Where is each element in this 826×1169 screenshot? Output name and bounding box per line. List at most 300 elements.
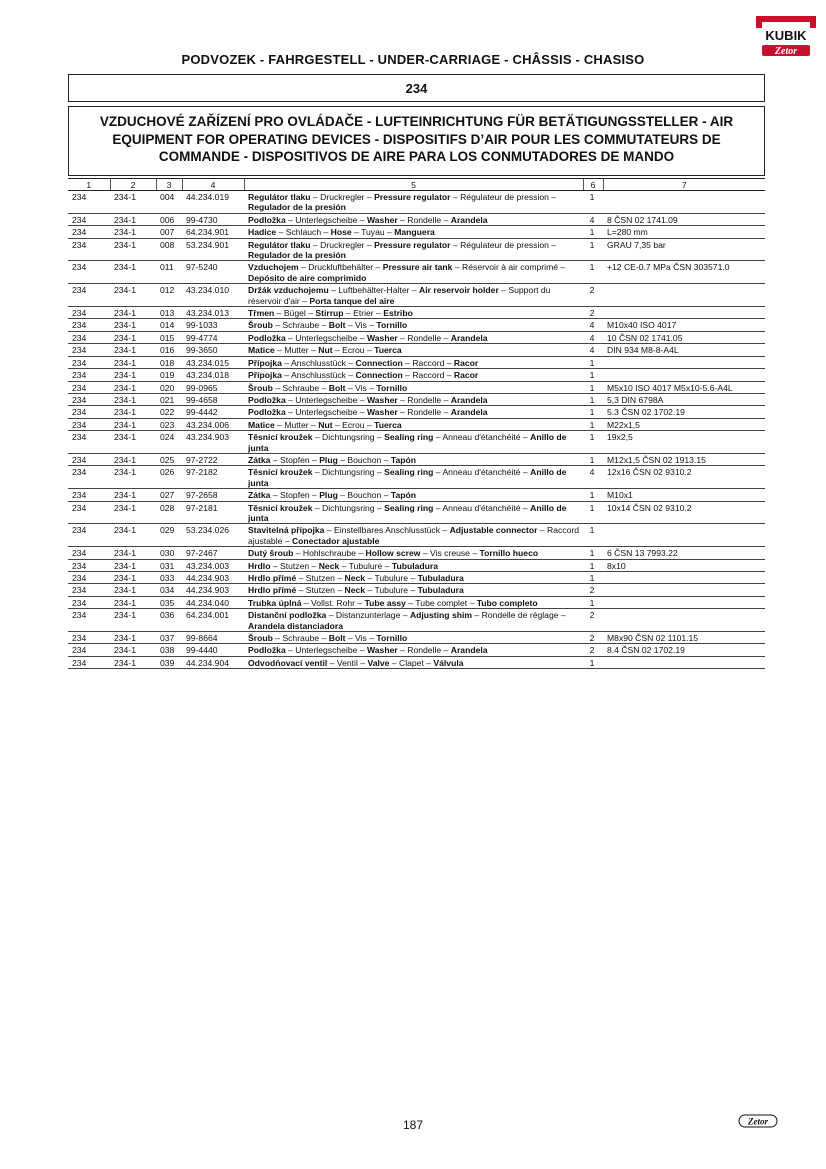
- position-cell: 033: [156, 572, 182, 584]
- quantity-cell: 2: [583, 632, 603, 644]
- description-cell: Distanční podložka – Distanzunterlage – Adjusting shim – Rondelle de réglage – Arandela distanciadora: [244, 609, 583, 632]
- description-en: Washer: [366, 332, 398, 343]
- parts-table-body: [68, 191, 765, 669]
- quantity-cell: 1: [583, 369, 603, 381]
- description-es: Anillo de junta: [248, 502, 567, 523]
- description-cell: Podložka – Unterlegscheibe – Washer – Rondelle – Arandela: [244, 406, 583, 418]
- group-cell: 234: [68, 226, 110, 238]
- description-en: Pressure air tank: [382, 262, 453, 273]
- description-cz: Šroub: [248, 382, 273, 393]
- description-cz: Regulátor tlaku: [248, 192, 311, 202]
- position-cell: 023: [156, 418, 182, 430]
- subgroup-cell: 234-1: [110, 344, 156, 356]
- group-cell: 234: [68, 466, 110, 489]
- position-cell: 018: [156, 356, 182, 368]
- position-cell: 011: [156, 261, 182, 284]
- column-header: 2: [110, 179, 156, 191]
- quantity-cell: 1: [583, 238, 603, 261]
- part-number-cell: 64.234.901: [182, 226, 244, 238]
- description-es: Anillo de junta: [248, 467, 567, 488]
- group-cell: 234: [68, 453, 110, 465]
- description-fr: Vis: [355, 320, 367, 331]
- description-fr: Ecrou: [342, 419, 365, 430]
- subgroup-cell: 234-1: [110, 393, 156, 405]
- quantity-cell: 2: [583, 644, 603, 656]
- note-cell: 5,3 DIN 6798A: [603, 393, 765, 405]
- description-fr: Anneau d'étanchéité: [442, 467, 521, 478]
- description-es: Estribo: [383, 308, 413, 319]
- description-en: Nut: [318, 419, 333, 430]
- description-en: Tube assy: [364, 597, 406, 608]
- subgroup-cell: 234-1: [110, 331, 156, 343]
- part-number-cell: 43.234.006: [182, 418, 244, 430]
- note-cell: [603, 191, 765, 214]
- description-de: Stopfen: [280, 490, 310, 501]
- zetor-footer-logo: [738, 1114, 778, 1128]
- table-row: [68, 319, 765, 331]
- group-cell: 234: [68, 393, 110, 405]
- quantity-cell: 2: [583, 609, 603, 632]
- description-fr: Raccord: [412, 357, 445, 368]
- note-cell: [603, 596, 765, 608]
- position-cell: 014: [156, 319, 182, 331]
- description-de: Einstellbares Anschlusstück: [333, 525, 441, 536]
- description-de: Anschlusstück: [291, 370, 346, 381]
- description-cell: Dutý šroub – Hohlschraube – Hollow screw – Vis creuse – Tornillo hueco: [244, 547, 583, 559]
- description-fr: Tubulure: [374, 585, 409, 596]
- description-cell: Zátka – Stopfen – Plug – Bouchon – Tapón: [244, 453, 583, 465]
- note-cell: [603, 572, 765, 584]
- quantity-cell: 1: [583, 453, 603, 465]
- table-row: [68, 572, 765, 584]
- description-cell: Zátka – Stopfen – Plug – Bouchon – Tapón: [244, 489, 583, 501]
- description-cz: Těsnicí kroužek: [248, 502, 313, 513]
- position-cell: 021: [156, 393, 182, 405]
- description-de: Unterlegscheibe: [295, 332, 358, 343]
- logo-brand-top: KUBIK: [765, 28, 807, 43]
- description-cell: Přípojka – Anschlusstück – Connection – Raccord – Racor: [244, 356, 583, 368]
- table-row: [68, 307, 765, 319]
- group-cell: 234: [68, 431, 110, 454]
- description-fr: Rondelle: [407, 394, 442, 405]
- part-number-cell: 97-5240: [182, 261, 244, 284]
- position-cell: 036: [156, 609, 182, 632]
- description-cz: Zátka: [248, 490, 271, 501]
- group-cell: 234: [68, 501, 110, 524]
- group-cell: 234: [68, 656, 110, 668]
- quantity-cell: 2: [583, 584, 603, 596]
- table-row: [68, 213, 765, 225]
- description-cz: Přípojka: [248, 357, 282, 368]
- description-de: Unterlegscheibe: [295, 394, 358, 405]
- subgroup-cell: 234-1: [110, 453, 156, 465]
- description-en: Stirrup: [315, 308, 344, 319]
- note-cell: GRAU 7,35 bar: [603, 238, 765, 261]
- description-cz: Šroub: [248, 320, 273, 331]
- subgroup-cell: 234-1: [110, 356, 156, 368]
- quantity-cell: 1: [583, 524, 603, 547]
- description-en: Washer: [366, 394, 398, 405]
- description-fr: Rondelle: [407, 332, 442, 343]
- description-en: Sealing ring: [384, 502, 434, 513]
- note-cell: M10x40 ISO 4017: [603, 319, 765, 331]
- position-cell: 024: [156, 431, 182, 454]
- description-es: Conectador ajustable: [291, 535, 380, 546]
- column-header: 5: [244, 179, 583, 191]
- description-cz: Přípojka: [248, 370, 282, 381]
- note-cell: 19x2,5: [603, 431, 765, 454]
- description-en: Hollow screw: [365, 548, 421, 559]
- note-cell: M8x90 ČSN 02 1101.15: [603, 632, 765, 644]
- description-en: Nut: [318, 345, 333, 356]
- group-cell: 234: [68, 191, 110, 214]
- part-number-cell: 99-1033: [182, 319, 244, 331]
- description-es: Regulador de la presión: [248, 250, 346, 261]
- position-cell: 004: [156, 191, 182, 214]
- description-en: Neck: [318, 560, 340, 571]
- description-en: Air reservoir holder: [419, 285, 499, 296]
- description-cz: Matice: [248, 345, 275, 356]
- logo-brand-bottom: Zetor: [774, 46, 798, 57]
- description-cz: Hrdlo přímé: [248, 585, 297, 596]
- quantity-cell: 1: [583, 226, 603, 238]
- group-cell: 234: [68, 213, 110, 225]
- note-cell: M10x1: [603, 489, 765, 501]
- subgroup-cell: 234-1: [110, 418, 156, 430]
- description-cell: Hrdlo přímé – Stutzen – Neck – Tubulure – Tubuladura: [244, 572, 583, 584]
- subgroup-cell: 234-1: [110, 431, 156, 454]
- description-fr: Régulateur de pression: [460, 239, 549, 250]
- position-cell: 012: [156, 284, 182, 307]
- description-en: Sealing ring: [384, 467, 434, 478]
- subgroup-cell: 234-1: [110, 501, 156, 524]
- quantity-cell: 1: [583, 406, 603, 418]
- description-de: Stopfen: [280, 454, 310, 465]
- part-number-cell: 43.234.010: [182, 284, 244, 307]
- subgroup-cell: 234-1: [110, 191, 156, 214]
- part-number-cell: 43.234.018: [182, 369, 244, 381]
- description-es: Tornillo: [376, 382, 408, 393]
- group-cell: 234: [68, 307, 110, 319]
- description-cz: Regulátor tlaku: [248, 239, 311, 250]
- quantity-cell: 1: [583, 393, 603, 405]
- quantity-cell: 4: [583, 466, 603, 489]
- description-cz: Držák vzduchojemu: [248, 285, 329, 296]
- group-cell: 234: [68, 284, 110, 307]
- quantity-cell: 4: [583, 319, 603, 331]
- part-number-cell: 97-2182: [182, 466, 244, 489]
- description-es: Regulador de la presión: [248, 202, 346, 213]
- group-cell: 234: [68, 418, 110, 430]
- position-cell: 027: [156, 489, 182, 501]
- quantity-cell: 1: [583, 501, 603, 524]
- description-cz: Podložka: [248, 394, 286, 405]
- subgroup-cell: 234-1: [110, 466, 156, 489]
- description-fr: Tube complet: [415, 597, 468, 608]
- description-en: Washer: [366, 214, 398, 225]
- description-en: Valve: [367, 657, 390, 668]
- quantity-cell: 1: [583, 431, 603, 454]
- description-de: Stutzen: [305, 573, 335, 583]
- description-en: Sealing ring: [384, 432, 434, 443]
- description-fr: Rondelle: [407, 214, 442, 225]
- description-de: Druckregler: [320, 239, 365, 250]
- position-cell: 028: [156, 501, 182, 524]
- position-cell: 015: [156, 331, 182, 343]
- description-es: Arandela: [450, 214, 488, 225]
- description-cell: Podložka – Unterlegscheibe – Washer – Rondelle – Arandela: [244, 644, 583, 656]
- page-number: 187: [402, 1118, 424, 1132]
- table-row: [68, 584, 765, 596]
- column-header: 3: [156, 179, 182, 191]
- table-row: [68, 466, 765, 489]
- part-number-cell: 44.234.903: [182, 572, 244, 584]
- part-number-cell: 99-0965: [182, 381, 244, 393]
- description-en: Adjusting shim: [409, 610, 473, 621]
- description-de: Dichtungsring: [322, 467, 375, 478]
- description-cell: Trubka úplná – Vollst. Rohr – Tube assy – Tube complet – Tubo completo: [244, 596, 583, 608]
- quantity-cell: 4: [583, 344, 603, 356]
- description-fr: Tubulure: [348, 560, 383, 571]
- description-cell: Těsnicí kroužek – Dichtungsring – Sealing ring – Anneau d'étanchéité – Anillo de junta: [244, 501, 583, 524]
- description-de: Vollst. Rohr: [311, 597, 355, 608]
- position-cell: 013: [156, 307, 182, 319]
- description-es: Tuerca: [374, 419, 402, 430]
- group-cell: 234: [68, 406, 110, 418]
- description-cell: Přípojka – Anschlusstück – Connection – Raccord – Racor: [244, 369, 583, 381]
- description-cz: Stavitelná přípojka: [248, 525, 325, 536]
- description-de: Schlauch: [285, 227, 322, 238]
- description-es: Tapón: [390, 490, 417, 501]
- note-cell: [603, 524, 765, 547]
- quantity-cell: 1: [583, 381, 603, 393]
- description-cz: Zátka: [248, 454, 271, 465]
- description-es: Tornillo: [376, 320, 408, 331]
- part-number-cell: 53.234.901: [182, 238, 244, 261]
- group-cell: 234: [68, 344, 110, 356]
- group-cell: 234: [68, 381, 110, 393]
- group-cell: 234: [68, 524, 110, 547]
- description-cz: Distanční podložka: [248, 610, 327, 621]
- description-cell: Držák vzduchojemu – Luftbehälter-Halter – Air reservoir holder – Support du réservoir d'air – Porta tanque del aire: [244, 284, 583, 307]
- subgroup-cell: 234-1: [110, 596, 156, 608]
- description-fr: Etrier: [353, 308, 374, 319]
- description-fr: Bouchon: [347, 490, 382, 501]
- position-cell: 039: [156, 656, 182, 668]
- table-row: [68, 501, 765, 524]
- table-row: [68, 191, 765, 214]
- note-cell: [603, 584, 765, 596]
- quantity-cell: 4: [583, 213, 603, 225]
- description-cz: Podložka: [248, 332, 286, 343]
- quantity-cell: 1: [583, 596, 603, 608]
- description-cell: Třmen – Bügel – Stirrup – Etrier – Estribo: [244, 307, 583, 319]
- subgroup-cell: 234-1: [110, 547, 156, 559]
- quantity-cell: 1: [583, 559, 603, 571]
- part-number-cell: 43.234.903: [182, 431, 244, 454]
- description-es: Tapón: [390, 454, 417, 465]
- description-es: Tubo completo: [476, 597, 538, 608]
- note-cell: 12x16 ČSN 02 9310.2: [603, 466, 765, 489]
- description-de: Stutzen: [305, 585, 335, 596]
- position-cell: 020: [156, 381, 182, 393]
- part-number-cell: 99-4440: [182, 644, 244, 656]
- description-fr: Anneau d'étanchéité: [442, 432, 521, 443]
- parts-table: [68, 178, 765, 669]
- section-title-box: [68, 106, 765, 176]
- subgroup-cell: 234-1: [110, 307, 156, 319]
- description-cell: Podložka – Unterlegscheibe – Washer – Rondelle – Arandela: [244, 331, 583, 343]
- subgroup-cell: 234-1: [110, 238, 156, 261]
- table-row: [68, 596, 765, 608]
- note-cell: 8 ČSN 02 1741.09: [603, 213, 765, 225]
- description-fr: Vis: [355, 382, 367, 393]
- note-cell: [603, 356, 765, 368]
- description-fr: Clapet: [398, 657, 424, 668]
- group-cell: 234: [68, 489, 110, 501]
- description-es: Tornillo hueco: [479, 548, 539, 559]
- description-fr: Bouchon: [347, 454, 382, 465]
- group-cell: 234: [68, 572, 110, 584]
- table-row: [68, 547, 765, 559]
- part-number-cell: 99-3650: [182, 344, 244, 356]
- description-cell: Šroub – Schraube – Bolt – Vis – Tornillo: [244, 319, 583, 331]
- column-header: 6: [583, 179, 603, 191]
- part-number-cell: 44.234.040: [182, 596, 244, 608]
- description-fr: Raccord ajustable: [248, 525, 580, 546]
- description-de: Distanzunterlage: [335, 610, 401, 621]
- description-cz: Podložka: [248, 645, 286, 656]
- description-es: Tubuladura: [391, 560, 438, 571]
- description-es: Arandela distanciadora: [248, 620, 344, 631]
- group-cell: 234: [68, 609, 110, 632]
- quantity-cell: 1: [583, 418, 603, 430]
- description-es: Depósito de aire comprimido: [248, 272, 367, 283]
- group-cell: 234: [68, 559, 110, 571]
- description-cz: Dutý šroub: [248, 548, 294, 559]
- description-fr: Anneau d'étanchéité: [442, 502, 521, 513]
- note-cell: 8x10: [603, 559, 765, 571]
- description-cell: Regulátor tlaku – Druckregler – Pressure regulator – Régulateur de pression – Regulador de la presión: [244, 238, 583, 261]
- group-cell: 234: [68, 369, 110, 381]
- note-cell: M12x1,5 ČSN 02 1913.15: [603, 453, 765, 465]
- description-de: Unterlegscheibe: [295, 407, 358, 418]
- subgroup-cell: 234-1: [110, 226, 156, 238]
- subgroup-cell: 234-1: [110, 406, 156, 418]
- description-de: Schraube: [282, 382, 320, 393]
- description-cell: Podložka – Unterlegscheibe – Washer – Rondelle – Arandela: [244, 393, 583, 405]
- note-cell: M5x10 ISO 4017 M5x10-5.6-A4L: [603, 381, 765, 393]
- part-number-cell: 99-4730: [182, 213, 244, 225]
- position-cell: 037: [156, 632, 182, 644]
- subgroup-cell: 234-1: [110, 284, 156, 307]
- group-number-box: [68, 74, 765, 102]
- description-cz: Šroub: [248, 633, 273, 644]
- table-row: [68, 656, 765, 668]
- position-cell: 029: [156, 524, 182, 547]
- part-number-cell: 99-4658: [182, 393, 244, 405]
- description-de: Druckluftbehälter: [308, 262, 374, 273]
- subgroup-cell: 234-1: [110, 632, 156, 644]
- description-es: Racor: [453, 357, 479, 368]
- description-cz: Hrdlo: [248, 560, 271, 571]
- description-fr: Tuyau: [361, 227, 385, 238]
- table-row: [68, 284, 765, 307]
- subgroup-cell: 234-1: [110, 656, 156, 668]
- position-cell: 019: [156, 369, 182, 381]
- part-number-cell: 99-8664: [182, 632, 244, 644]
- group-cell: 234: [68, 632, 110, 644]
- note-cell: L=280 mm: [603, 226, 765, 238]
- table-row: [68, 393, 765, 405]
- description-es: Tornillo: [376, 633, 408, 644]
- description-de: Mutter: [284, 345, 309, 356]
- subgroup-cell: 234-1: [110, 319, 156, 331]
- description-es: Manguera: [394, 227, 435, 238]
- description-fr: Rondelle: [407, 645, 442, 656]
- description-en: Hose: [330, 227, 352, 238]
- part-number-cell: 97-2658: [182, 489, 244, 501]
- position-cell: 031: [156, 559, 182, 571]
- table-row: [68, 238, 765, 261]
- description-en: Neck: [344, 585, 366, 596]
- description-cell: Šroub – Schraube – Bolt – Vis – Tornillo: [244, 381, 583, 393]
- note-cell: M22x1,5: [603, 418, 765, 430]
- group-cell: 234: [68, 644, 110, 656]
- group-cell: 234: [68, 584, 110, 596]
- table-row: [68, 261, 765, 284]
- description-es: Tuerca: [374, 345, 402, 356]
- column-header: 7: [603, 179, 765, 191]
- quantity-cell: 2: [583, 284, 603, 307]
- part-number-cell: 44.234.904: [182, 656, 244, 668]
- page-header-title: PODVOZEK - FAHRGESTELL - UNDER-CARRIAGE - CHÂSSIS - CHASISO: [181, 52, 645, 67]
- quantity-cell: 1: [583, 261, 603, 284]
- note-cell: [603, 369, 765, 381]
- section-title-line1: VZDUCHOVÉ ZAŘÍZENÍ PRO OVLÁDAČE - LUFTEINRICHTUNG FÜR BETÄTIGUNGSSTELLER - AIR: [99, 114, 734, 129]
- position-cell: 030: [156, 547, 182, 559]
- description-en: Washer: [366, 407, 398, 418]
- description-de: Schraube: [282, 320, 320, 331]
- description-cz: Třmen: [248, 308, 275, 319]
- description-es: Arandela: [450, 394, 488, 405]
- description-fr: Ecrou: [342, 345, 365, 356]
- description-fr: Rondelle: [407, 407, 442, 418]
- position-cell: 038: [156, 644, 182, 656]
- position-cell: 007: [156, 226, 182, 238]
- position-cell: 035: [156, 596, 182, 608]
- description-cz: Odvodňovací ventil: [248, 657, 328, 668]
- note-cell: 10 ČSN 02 1741.05: [603, 331, 765, 343]
- description-fr: Vis creuse: [430, 548, 470, 559]
- section-title-line2: EQUIPMENT FOR OPERATING DEVICES - DISPOSITIFS D’AIR POUR LES COMMUTATEURS DE: [112, 131, 721, 147]
- description-fr: Raccord: [412, 370, 445, 381]
- description-cell: Těsnicí kroužek – Dichtungsring – Sealing ring – Anneau d'étanchéité – Anillo de junta: [244, 466, 583, 489]
- position-cell: 025: [156, 453, 182, 465]
- table-row: [68, 344, 765, 356]
- description-de: Druckregler: [320, 192, 365, 202]
- note-cell: 6 ČSN 13 7993.22: [603, 547, 765, 559]
- description-cell: Matice – Mutter – Nut – Ecrou – Tuerca: [244, 344, 583, 356]
- description-cell: Odvodňovací ventil – Ventil – Valve – Clapet – Válvula: [244, 656, 583, 668]
- part-number-cell: 99-4442: [182, 406, 244, 418]
- section-title-line3: COMMANDE - DISPOSITIVOS DE AIRE PARA LOS CONMUTADORES DE MANDO: [158, 149, 675, 164]
- description-cz: Hrdlo přímé: [248, 573, 297, 583]
- quantity-cell: 4: [583, 331, 603, 343]
- description-de: Dichtungsring: [322, 432, 375, 443]
- subgroup-cell: 234-1: [110, 644, 156, 656]
- description-de: Hohlschraube: [302, 548, 356, 559]
